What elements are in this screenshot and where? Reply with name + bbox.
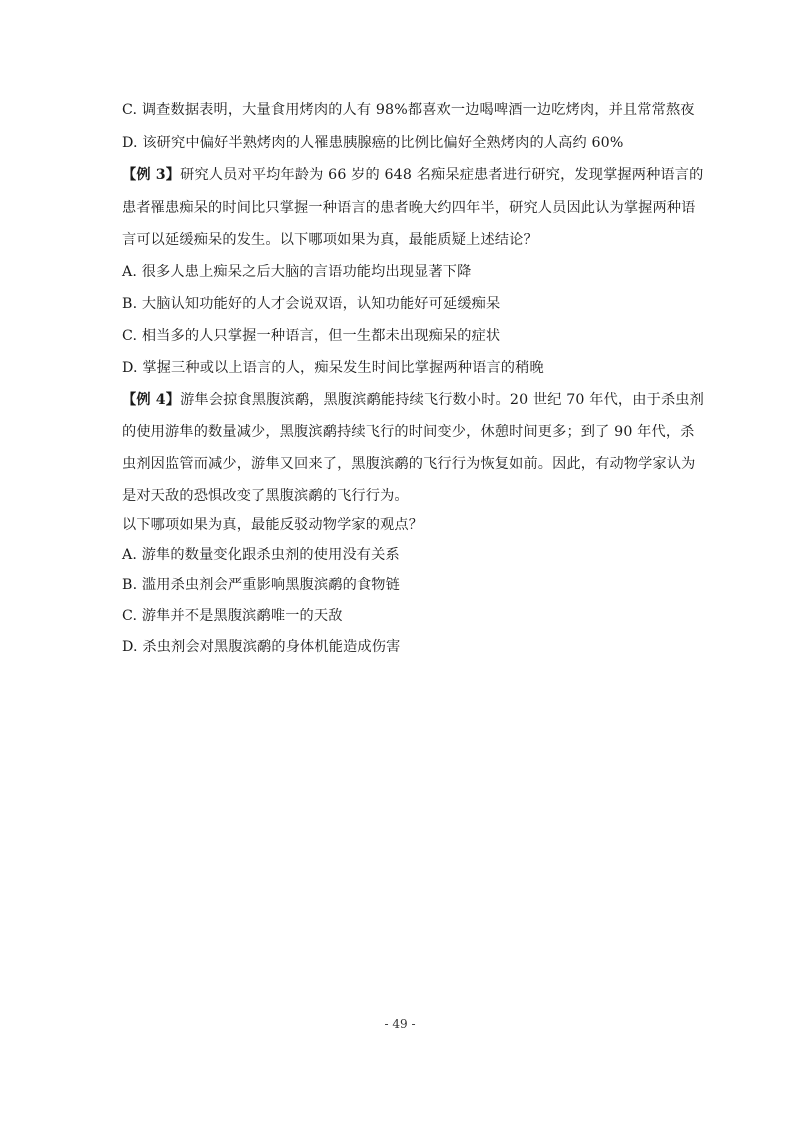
example-3-option-c xyxy=(122,326,692,346)
example-4-option-c xyxy=(122,606,692,626)
example-4-option-d-text: D. 杀虫剂会对黑腹滨鹬的身体机能造成伤害 xyxy=(122,639,401,655)
example-4-text-1: 游隼会掠食黑腹滨鹬，黑腹滨鹬能持续飞行数小时。20 世纪 70 年代，由于杀虫剂 xyxy=(180,392,704,408)
example-4-question-line-1 xyxy=(122,390,704,410)
example-4-label: 【例 4】 xyxy=(122,392,181,408)
example-4-text-3: 虫剂因监管而减少，游隼又回来了，黑腹滨鹬的飞行行为恢复如前。因此，有动物学家认为 xyxy=(122,456,696,472)
example-3-option-b-text: B. 大脑认知功能好的人才会说双语，认知功能好可延缓痴呆 xyxy=(122,296,501,312)
example-3-question-line-2 xyxy=(122,198,696,218)
example-4-prompt-text: 以下哪项如果为真，最能反驳动物学家的观点？ xyxy=(122,517,424,533)
example-3-option-c-text: C. 相当多的人只掌握一种语言，但一生都未出现痴呆的症状 xyxy=(122,328,501,344)
example-3-option-a xyxy=(122,262,692,282)
example-4-option-a xyxy=(122,545,692,565)
example-4-text-4: 是对天敌的恐惧改变了黑腹滨鹬的飞行行为。 xyxy=(122,488,409,504)
page-number: - 49 - xyxy=(384,1017,416,1031)
example-3-option-d xyxy=(122,358,692,378)
example-4-question-line-2 xyxy=(122,422,695,442)
example-4-text-2: 的使用游隼的数量减少，黑腹滨鹬持续飞行的时间变少，休憩时间更多；到了 90 年代，杀 xyxy=(122,424,695,440)
example-4-option-d xyxy=(122,637,692,657)
example-4-prompt xyxy=(122,515,692,535)
example-4-option-b xyxy=(122,575,692,595)
option-c-text: C. 调查数据表明，大量食用烤肉的人有 98%都喜欢一边喝啤酒一边吃烤肉，并且常常熬夜 xyxy=(122,102,695,118)
option-c-line xyxy=(122,100,695,120)
example-3-question-line-1 xyxy=(122,165,704,185)
example-4-option-b-text: B. 滥用杀虫剂会严重影响黑腹滨鹬的食物链 xyxy=(122,577,400,593)
example-4-question-line-3 xyxy=(122,454,696,474)
option-d-text: D. 该研究中偏好半熟烤肉的人罹患胰腺癌的比例比偏好全熟烤肉的人高约 60% xyxy=(122,135,624,151)
option-d-line xyxy=(122,133,692,153)
example-3-option-b xyxy=(122,294,692,314)
example-3-label: 【例 3】 xyxy=(122,167,181,183)
example-3-text-1: 研究人员对平均年龄为 66 岁的 648 名痴呆症患者进行研究，发现掌握两种语言的 xyxy=(180,167,704,183)
example-3-option-a-text: A. 很多人患上痴呆之后大脑的言语功能均出现显著下降 xyxy=(122,264,472,280)
example-4-question-line-4 xyxy=(122,486,692,506)
example-3-option-d-text: D. 掌握三种或以上语言的人，痴呆发生时间比掌握两种语言的稍晚 xyxy=(122,360,544,376)
example-4-option-c-text: C. 游隼并不是黑腹滨鹬唯一的天敌 xyxy=(122,608,343,624)
example-3-question-line-3 xyxy=(122,230,692,250)
example-4-option-a-text: A. 游隼的数量变化跟杀虫剂的使用没有关系 xyxy=(122,547,400,563)
example-3-text-2: 患者罹患痴呆的时间比只掌握一种语言的患者晚大约四年半，研究人员因此认为掌握两种语 xyxy=(122,200,696,216)
example-3-text-3: 言可以延缓痴呆的发生。以下哪项如果为真，最能质疑上述结论？ xyxy=(122,232,538,248)
